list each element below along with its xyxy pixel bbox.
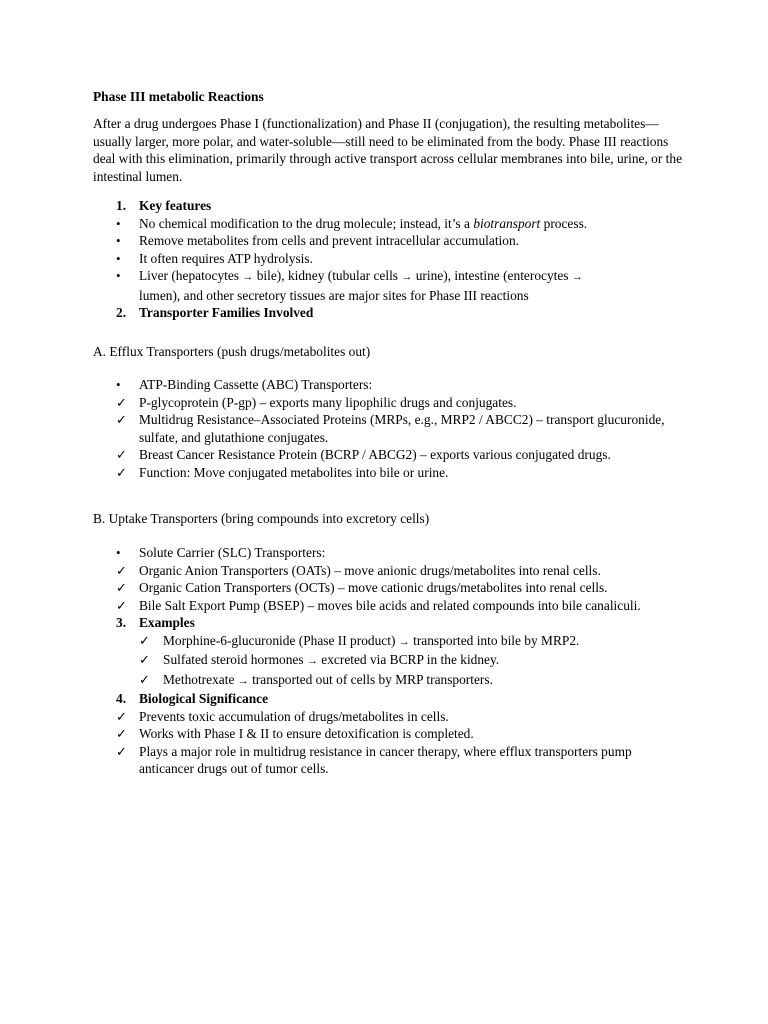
arrow-icon: →	[242, 271, 254, 283]
list-item-text: ATP-Binding Cassette (ABC) Transporters:	[139, 377, 373, 392]
numbered-heading-2	[93, 304, 683, 322]
bullet-icon: •	[116, 545, 121, 560]
list-item-text: No chemical modification to the drug molecule; instead, it’s a biotransport process.	[139, 215, 588, 231]
list-item	[93, 671, 683, 691]
list-item	[93, 651, 683, 671]
list-item	[93, 562, 683, 580]
list-item	[93, 215, 683, 233]
list-item	[93, 597, 683, 615]
numbered-heading-3	[93, 614, 683, 632]
uptake-heading: B. Uptake Transporters (bring compounds into excretory cells)	[93, 511, 430, 526]
document-title: Phase III metabolic Reactions	[93, 89, 264, 104]
numbered-heading-4	[93, 690, 683, 708]
checkmark-icon: ✓	[116, 412, 127, 427]
list-number: 3.	[116, 615, 127, 630]
checkmark-icon: ✓	[116, 394, 127, 410]
section-heading: Transporter Families Involved	[139, 305, 314, 320]
list-item-text: Organic Cation Transporters (OCTs) – move cationic drugs/metabolites into renal cells.	[139, 580, 608, 595]
checkmark-icon: ✓	[116, 580, 127, 595]
checkmark-icon: ✓	[116, 726, 127, 741]
list-item-text: P-glycoprotein (P-gp) – exports many lipophilic drugs and conjugates.	[139, 394, 517, 410]
arrow-icon: →	[306, 655, 318, 667]
list-item	[93, 632, 683, 652]
checkmark-icon: ✓	[139, 632, 150, 648]
list-item-text: Breast Cancer Resistance Protein (BCRP / ABCG2) – exports various conjugated drugs.	[139, 447, 611, 462]
list-item-text: Sulfated steroid hormones → excreted via BCRP in the kidney.	[163, 652, 500, 667]
key-features-section	[93, 197, 683, 322]
checkmark-icon: ✓	[116, 597, 127, 613]
uptake-list	[93, 544, 683, 778]
list-item	[93, 394, 683, 412]
checkmark-icon: ✓	[116, 447, 127, 462]
list-item-text: Remove metabolites from cells and prevent intracellular accumulation.	[139, 233, 520, 248]
list-number: 2.	[116, 305, 127, 320]
list-item	[93, 579, 683, 597]
efflux-heading: A. Efflux Transporters (push drugs/metabolites out)	[93, 344, 371, 359]
efflux-list	[93, 376, 683, 481]
list-item-text: Function: Move conjugated metabolites into bile or urine.	[139, 464, 449, 480]
list-item-text: Morphine-6-glucuronide (Phase II product) → transported into bile by MRP2.	[163, 632, 580, 648]
list-item-text: Solute Carrier (SLC) Transporters:	[139, 545, 326, 560]
list-item-text: It often requires ATP hydrolysis.	[139, 250, 313, 266]
bullet-icon: •	[116, 268, 121, 283]
list-number: 4.	[116, 691, 127, 706]
list-item-text: Methotrexate → transported out of cells by MRP transporters.	[163, 671, 493, 687]
section-heading: Biological Significance	[139, 691, 269, 706]
list-item	[93, 376, 683, 394]
list-item	[93, 544, 683, 562]
bullet-icon: •	[116, 233, 121, 248]
arrow-icon: →	[401, 271, 413, 283]
bullet-icon: •	[116, 377, 121, 392]
numbered-heading-1	[93, 197, 683, 215]
list-number: 1.	[116, 198, 127, 213]
list-item	[93, 411, 683, 446]
emphasis: biotransport	[473, 215, 541, 231]
section-heading: Key features	[139, 198, 212, 213]
arrow-icon: →	[398, 635, 410, 648]
list-item-text: Plays a major role in multidrug resistance in cancer therapy, where efflux transporters pump anticancer drugs out of tumor cells.	[139, 743, 632, 776]
checkmark-icon: ✓	[116, 464, 127, 480]
arrow-icon: →	[237, 674, 249, 687]
bullet-icon: •	[116, 250, 121, 266]
list-item-text: Prevents toxic accumulation of drugs/metabolites in cells.	[139, 708, 449, 724]
checkmark-icon: ✓	[116, 562, 127, 578]
list-item	[93, 708, 683, 726]
list-item	[93, 464, 683, 482]
checkmark-icon: ✓	[139, 652, 150, 667]
checkmark-icon: ✓	[139, 671, 150, 687]
list-item	[93, 267, 683, 304]
list-item	[93, 743, 683, 778]
bullet-icon: •	[116, 215, 121, 231]
arrow-icon: →	[571, 271, 583, 283]
list-item	[93, 725, 683, 743]
list-item-text: Bile Salt Export Pump (BSEP) – moves bile acids and related compounds into bile canaliculi.	[139, 597, 641, 613]
section-heading: Examples	[139, 615, 195, 630]
checkmark-icon: ✓	[116, 743, 127, 759]
list-item-text: Multidrug Resistance–Associated Proteins (MRPs, e.g., MRP2 / ABCC2) – transport glucuronide, sulfate, and glutathione conjugates.	[139, 412, 665, 445]
list-item	[93, 250, 683, 268]
list-item	[93, 232, 683, 250]
list-item	[93, 446, 683, 464]
list-item-text: Works with Phase I & II to ensure detoxification is completed.	[139, 726, 474, 741]
list-item-text: Liver (hepatocytes → bile), kidney (tubular cells → urine), intestine (enterocytes → lumen), and other secretory tissues are major sites for Phase III reactions	[139, 268, 583, 303]
list-item-text: Organic Anion Transporters (OATs) – move anionic drugs/metabolites into renal cells.	[139, 562, 601, 578]
checkmark-icon: ✓	[116, 708, 127, 724]
intro-paragraph: After a drug undergoes Phase I (functionalization) and Phase II (conjugation), the resulting metabolites—usually larger, more polar, and water-soluble—still need to be eliminated from the body. Phase III reactions deal with this elimination, primarily through active transport across cellular membranes into bile, urine, or the intestinal lumen.	[93, 116, 683, 184]
